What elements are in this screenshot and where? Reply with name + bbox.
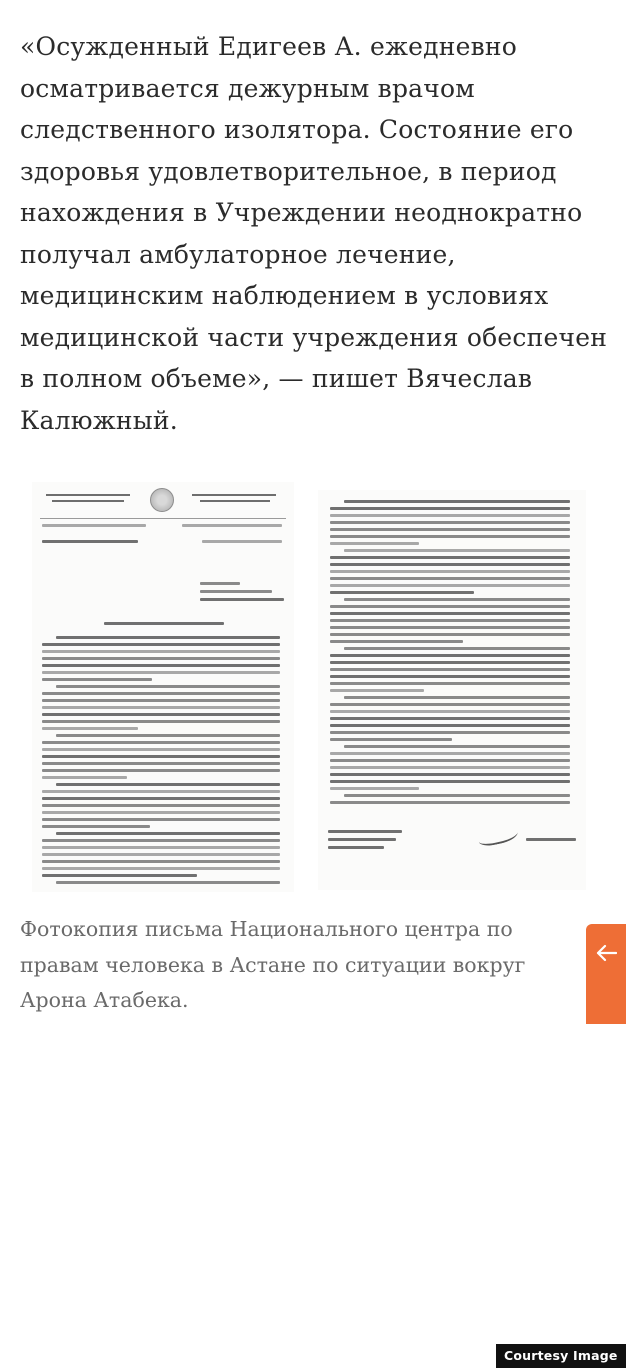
quote-line: «Осужденный Едигеев А. ежедневно	[20, 32, 517, 61]
emblem-icon	[150, 488, 174, 512]
quote-line: медицинским наблюдением в условиях	[20, 281, 549, 310]
article-quote	[20, 26, 616, 441]
quote-line: медицинской части учреждения обеспечен	[20, 322, 608, 352]
caption-line: Фотокопия письма Национального центра по	[20, 917, 513, 941]
quote-line: Калюжный.	[20, 405, 178, 435]
letter-page-1	[32, 482, 294, 892]
arrow-left-icon	[595, 944, 617, 962]
quote-line: в полном объеме», — пишет Вячеслав	[20, 364, 533, 393]
caption-line: Арона Атабека.	[20, 988, 189, 1012]
quote-line: осматривается дежурным врачом	[20, 73, 475, 103]
photo-caption	[20, 912, 580, 1019]
caption-line: правам человека в Астане по ситуации вокруг	[20, 952, 526, 977]
letter-page-2	[318, 490, 586, 890]
signature	[477, 824, 519, 848]
quote-line: следственного изолятора. Состояние его	[20, 115, 574, 144]
quote-line: здоровья удовлетворительное, в период	[20, 156, 557, 186]
courtesy-image-badge: Courtesy Image	[496, 1344, 626, 1368]
back-button[interactable]	[586, 924, 626, 1024]
quote-line: получал амбулаторное лечение,	[20, 239, 456, 269]
quote-line: нахождения в Учреждении неоднократно	[20, 198, 583, 227]
